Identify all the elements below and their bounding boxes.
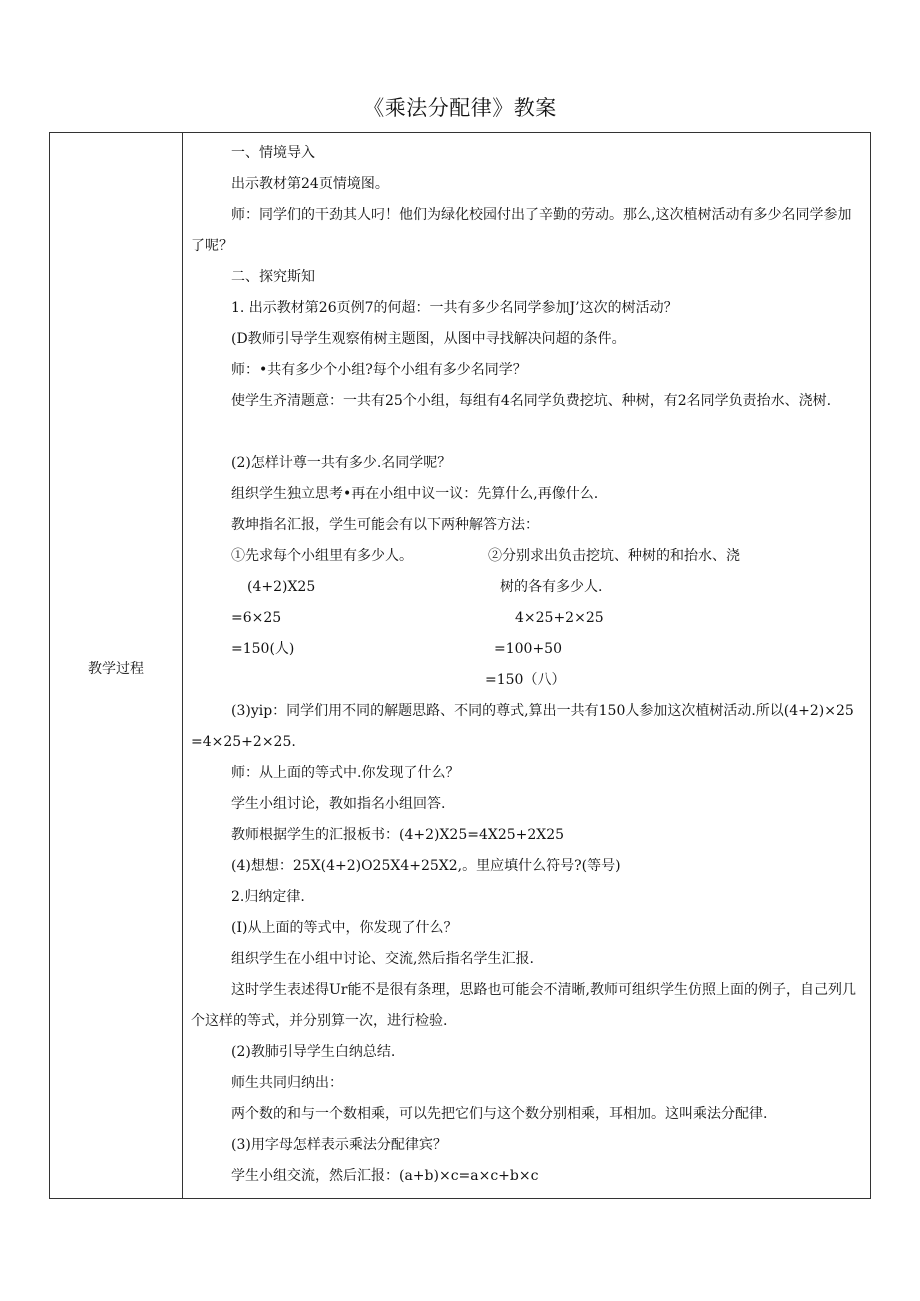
text-paragraph: 师：同学们的干劲其人叼！他们为绿化校园付出了辛勤的劳动。那么,这次植树活动有多少名同学参加了呢？	[191, 207, 852, 254]
text-paragraph: (3)yip：同学们用不同的解题思路、不同的尊式,算出一共有150人参加这次植树活动.所以(4+2)×25=4×25+2×25.	[191, 703, 854, 750]
text-line: 出示教材第24页情境图。	[231, 176, 389, 192]
method-2-title: 树的各有多少人.	[500, 579, 603, 595]
column-divider	[182, 133, 183, 1198]
method-1-title: ①先求每个小组里有多少人。	[231, 548, 413, 564]
method-2-step: =100+50	[494, 641, 562, 657]
heading-explore: 二、探究斯知	[231, 269, 315, 285]
text-line: 1. 出示教材第26页例7的何超：一共有多少名同学参加J’这次的树活动？	[231, 300, 678, 316]
text-line: 师：从上面的等式中.你发现了什么？	[231, 765, 460, 781]
text-line: 教坤指名汇报，学生可能会有以下两种解答方法：	[231, 517, 539, 533]
method-1-step: =6×25	[231, 610, 282, 626]
heading-intro: 一、情境导入	[231, 145, 315, 161]
text-line: (D教师引导学生观察侑树主题图，从图中寻找解决问超的条件。	[231, 331, 626, 347]
method-2-step: 4×25+2×25	[515, 610, 604, 626]
text-line: 教师根据学生的汇报板书：(4+2)X25=4X25+2X25	[231, 827, 565, 843]
document-title: 《乘法分配律》教案	[363, 96, 557, 120]
text-line: (2)教肺引导学生白纳总结.	[231, 1044, 396, 1060]
text-paragraph: 这时学生表述得Ur能不是很有条理，思路也可能会不清晰,教师可组织学生仿照上面的例子，自己列几个这样的等式，并分别算一次，进行检验.	[191, 982, 856, 1029]
section-label: 教学过程	[88, 661, 144, 677]
method-1-step: (4+2)X25	[247, 579, 316, 595]
text-line: 师：•共有多少个小组?每个小组有多少名同学？	[231, 362, 527, 378]
text-line: 组织学生独立思考•再在小组中议一议：先算什么,再像什么.	[231, 486, 599, 502]
method-2-title: ②分别求出负击挖坑、种树的和抬水、浇	[488, 548, 740, 564]
text-line: (3)用字母怎样表示乘法分配律宾？	[231, 1137, 447, 1153]
text-line: (4)想想：25X(4+2)O25X4+25X2,。里应填什么符号?(等号)	[231, 858, 621, 874]
text-line: (I)从上面的等式中，你发现了什么？	[231, 920, 458, 936]
text-line: 学生小组交流，然后汇报：(a+b)×c=a×c+b×c	[231, 1168, 539, 1184]
method-2-step: =150（八）	[485, 672, 566, 688]
heading-law: 2.归纳定律.	[231, 889, 305, 905]
text-line: (2)怎样计尊一共有多少.名同学呢？	[231, 455, 452, 471]
method-1-step: =150(人)	[231, 641, 295, 657]
lesson-table	[49, 132, 871, 1199]
text-paragraph: 使学生齐清题意：一共有25个小组，每组有4名同学负费挖坑、种树，有2名同学负责抬水、浇树.	[231, 393, 832, 409]
text-line: 学生小组讨论，教如指名小组回答.	[231, 796, 446, 812]
text-line: 师生共同归纳出：	[231, 1075, 343, 1091]
text-line: 两个数的和与一个数相乘，可以先把它们与这个数分别相乘，耳相加。这叫乘法分配律.	[231, 1106, 768, 1122]
text-line: 组织学生在小组中讨论、交流,然后指名学生汇报.	[231, 951, 534, 967]
